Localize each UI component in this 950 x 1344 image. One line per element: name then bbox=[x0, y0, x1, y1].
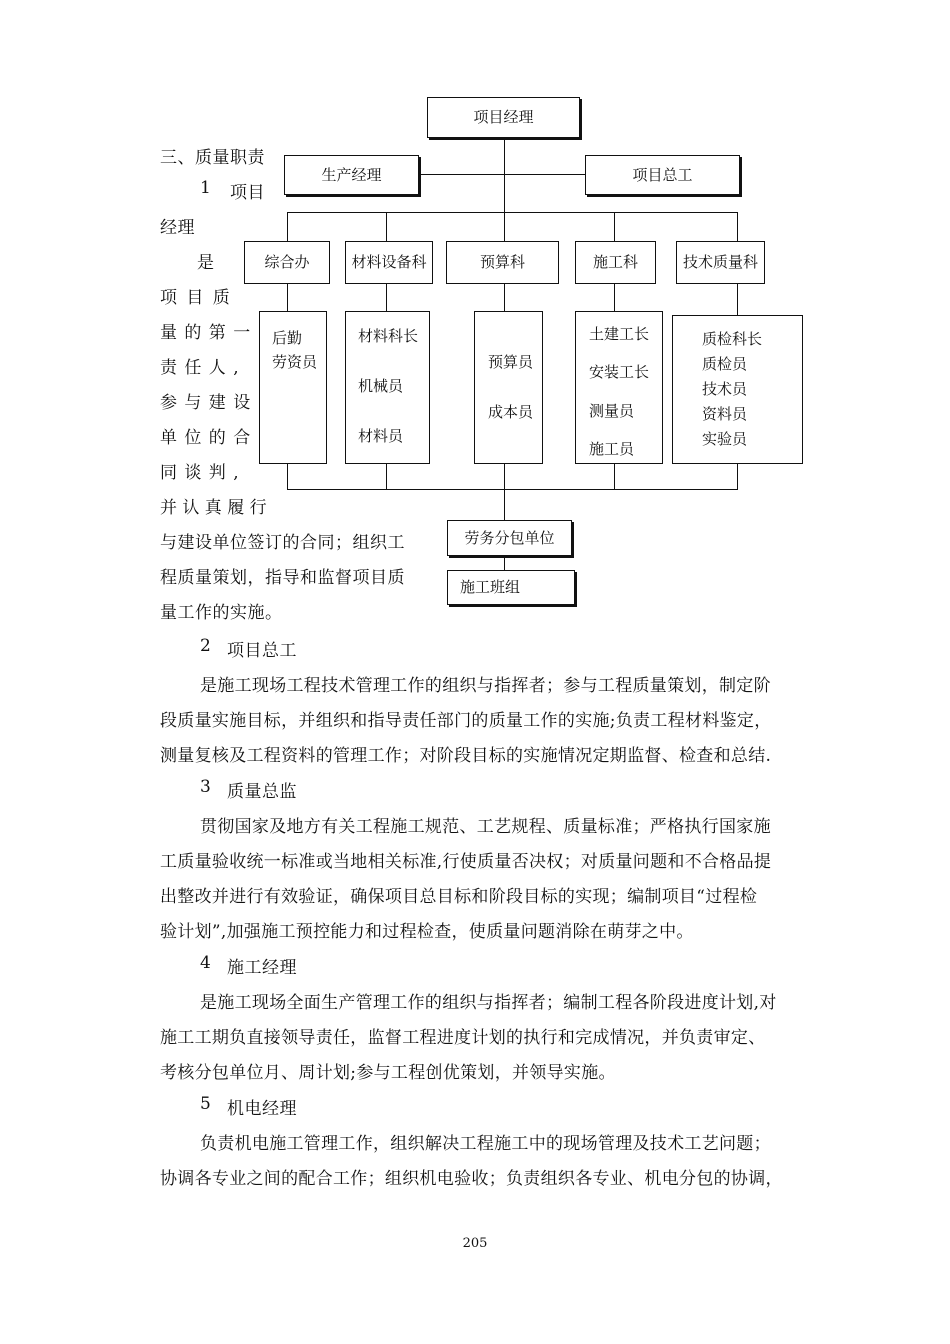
staff-item: 施工员 bbox=[589, 440, 635, 458]
staff-col-materials bbox=[345, 311, 430, 464]
paragraph-line: 考核分包单位月、周计划;参与工程创优策划，并领导实施。 bbox=[160, 1063, 616, 1083]
paragraph-line: 程质量策划，指导和监督项目质 bbox=[160, 568, 405, 588]
paragraph-line: 施工工期负直接领导责任，监督工程进度计划的执行和完成情况，并负责审定、 bbox=[160, 1028, 766, 1048]
box-general-office: 综合办 bbox=[244, 241, 330, 284]
connector-line bbox=[287, 284, 288, 311]
item-title: 施工经理 bbox=[227, 958, 297, 978]
box-production-manager: 生产经理 bbox=[284, 155, 419, 195]
connector-line bbox=[737, 212, 738, 241]
staff-item: 成本员 bbox=[488, 403, 534, 421]
item-number: 3 bbox=[200, 777, 212, 797]
staff-item: 测量员 bbox=[589, 402, 635, 420]
box-construction: 施工科 bbox=[575, 241, 656, 284]
staff-item: 材料员 bbox=[358, 427, 404, 445]
paragraph-line: 测量复核及工程资料的管理工作；对阶段目标的实施情况定期监督、检查和总结. bbox=[160, 746, 772, 766]
wrapped-line: 量 的 第 一 bbox=[160, 323, 252, 343]
connector-line bbox=[737, 463, 738, 490]
paragraph-line: 量工作的实施。 bbox=[160, 603, 283, 623]
wrapped-line: 参 与 建 设 bbox=[160, 393, 252, 413]
connector-line bbox=[614, 284, 615, 311]
paragraph-line: 贯彻国家及地方有关工程施工规范、工艺规程、质量标准；严格执行国家施 bbox=[200, 817, 771, 837]
box-construction-team: 施工班组 bbox=[447, 570, 575, 605]
staff-item: 预算员 bbox=[488, 353, 534, 371]
paragraph-line: 负责机电施工管理工作，组织解决工程施工中的现场管理及技术工艺问题； bbox=[200, 1134, 771, 1154]
item-title: 项目 bbox=[230, 183, 265, 203]
staff-item: 机械员 bbox=[358, 377, 404, 395]
page-number: 205 bbox=[462, 1236, 488, 1251]
staff-item: 实验员 bbox=[702, 430, 748, 448]
item-number: 2 bbox=[200, 636, 212, 656]
box-chief-engineer: 项目总工 bbox=[585, 155, 740, 195]
wrapped-line: 并 认 真 履 行 bbox=[160, 498, 267, 518]
item-title: 机电经理 bbox=[227, 1099, 297, 1119]
connector-line bbox=[614, 212, 615, 241]
staff-item: 技术员 bbox=[702, 380, 748, 398]
staff-col-tech-quality bbox=[672, 315, 803, 464]
staff-item: 劳资员 bbox=[272, 353, 318, 371]
item-title: 项目总工 bbox=[227, 641, 297, 661]
wrapped-line: 项 目 质 bbox=[160, 288, 232, 308]
item-number: 5 bbox=[200, 1094, 212, 1114]
staff-item: 质检员 bbox=[702, 355, 748, 373]
staff-item: 安装工长 bbox=[589, 363, 650, 381]
connector-line bbox=[504, 284, 505, 311]
item-number: 1 bbox=[200, 178, 212, 198]
staff-item: 资料员 bbox=[702, 405, 748, 423]
paragraph-line: 段质量实施目标，并组织和指导责任部门的质量工作的实施;负责工程材料鉴定， bbox=[160, 711, 772, 731]
paragraph-line: 与建设单位签订的合同；组织工 bbox=[160, 533, 405, 553]
box-labor-subcontractor: 劳务分包单位 bbox=[447, 520, 572, 556]
connector-line bbox=[287, 489, 738, 490]
box-project-manager: 项目经理 bbox=[427, 97, 580, 138]
box-budget: 预算科 bbox=[446, 241, 559, 284]
paragraph-line: 是施工现场工程技术管理工作的组织与指挥者；参与工程质量策划，制定阶 bbox=[200, 676, 771, 696]
staff-col-construction bbox=[575, 311, 663, 464]
section-heading: 三、质量职责 bbox=[160, 148, 265, 168]
connector-line bbox=[419, 174, 585, 175]
staff-col-general-office bbox=[259, 311, 327, 464]
paragraph-line: 验计划”,加强施工预控能力和过程检查，使质量问题消除在萌芽之中。 bbox=[160, 922, 694, 942]
wrapped-line: 单 位 的 合 bbox=[160, 428, 252, 448]
box-materials-equipment: 材料设备科 bbox=[345, 241, 433, 284]
item-title: 质量总监 bbox=[227, 782, 297, 802]
connector-line bbox=[386, 463, 387, 490]
connector-line bbox=[504, 489, 505, 521]
connector-line bbox=[386, 212, 387, 241]
paragraph-line: 出整改并进行有效验证，确保项目总目标和阶段目标的实现；编制项目“过程检 bbox=[160, 887, 758, 907]
connector-line bbox=[504, 556, 505, 570]
staff-item: 材料科长 bbox=[358, 327, 419, 345]
wrapped-line: 责 任 人 , bbox=[160, 358, 240, 378]
staff-item: 后勤 bbox=[272, 329, 303, 347]
staff-col-budget bbox=[474, 311, 543, 464]
wrapped-line: 经理 bbox=[160, 218, 195, 238]
wrapped-line: 同 谈 判 , bbox=[160, 463, 240, 483]
paragraph-line: 工质量验收统一标准或当地相关标准,行使质量否决权；对质量问题和不合格品提 bbox=[160, 852, 772, 872]
connector-line bbox=[386, 284, 387, 311]
paragraph-line: 是施工现场全面生产管理工作的组织与指挥者；编制工程各阶段进度计划,对 bbox=[200, 993, 777, 1013]
item-number: 4 bbox=[200, 953, 212, 973]
staff-item: 质检科长 bbox=[702, 330, 763, 348]
wrapped-line: 是 bbox=[197, 253, 215, 273]
connector-line bbox=[737, 284, 738, 315]
connector-line bbox=[287, 463, 288, 490]
staff-item: 土建工长 bbox=[589, 325, 650, 343]
paragraph-line: 协调各专业之间的配合工作；组织机电验收；负责组织各专业、机电分包的协调， bbox=[160, 1169, 783, 1189]
connector-line bbox=[614, 463, 615, 490]
connector-line bbox=[287, 212, 738, 213]
connector-line bbox=[287, 212, 288, 241]
box-tech-quality: 技术质量科 bbox=[676, 241, 765, 284]
